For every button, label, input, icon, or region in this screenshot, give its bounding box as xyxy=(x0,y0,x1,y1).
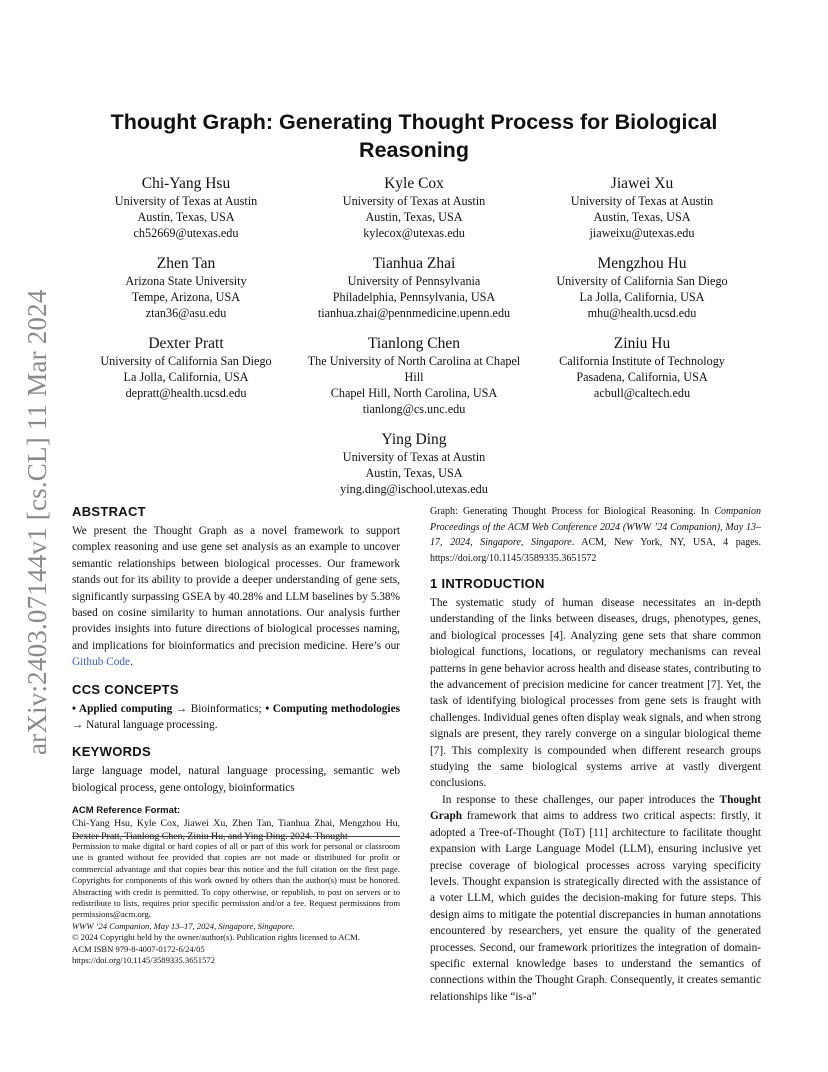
copyright-line: © 2024 Copyright held by the owner/author(s). Publication rights licensed to ACM. xyxy=(72,932,360,943)
ccs-concepts-text xyxy=(72,701,400,734)
author xyxy=(72,174,300,241)
author-block xyxy=(72,174,756,510)
author-affiliation: University of Texas at Austin xyxy=(342,450,486,464)
author-email: ying.ding@ischool.utexas.edu xyxy=(340,482,488,496)
venue-line: WWW ’24 Companion, May 13–17, 2024, Singapore, Singapore. xyxy=(72,920,295,931)
author xyxy=(72,334,300,417)
author-affiliation: University of Texas at Austin xyxy=(114,194,258,208)
author-location: La Jolla, California, USA xyxy=(123,370,249,384)
author-location: Austin, Texas, USA xyxy=(137,210,235,224)
author-email: tianhua.zhai@pennmedicine.upenn.edu xyxy=(317,306,511,320)
author-location: Austin, Texas, USA xyxy=(593,210,691,224)
author xyxy=(300,430,528,497)
author-name: Ziniu Hu xyxy=(613,335,671,352)
author-affiliation: Arizona State University xyxy=(125,274,247,288)
acm-reference-continued xyxy=(430,504,761,566)
author-affiliation: The University of North Carolina at Chapel Hill xyxy=(307,354,521,384)
author-location: Austin, Texas, USA xyxy=(365,466,463,480)
author-name: Jiawei Xu xyxy=(610,175,674,192)
author-email: mhu@health.ucsd.edu xyxy=(587,306,697,320)
author-location: Pasadena, California, USA xyxy=(576,370,708,384)
isbn-line: ACM ISBN 979-8-4007-0172-6/24/05 xyxy=(72,943,205,954)
paper-title: Thought Graph: Generating Thought Process for Biological Reasoning xyxy=(110,110,718,162)
author-email: jiaweixu@utexas.edu xyxy=(589,226,695,240)
ccs-item-2: • Computing methodologies xyxy=(265,702,400,715)
author-row-2 xyxy=(72,254,756,321)
acm-ref-cont-b: . ACM, New York, NY, USA, 4 pages. https://doi.org/10.1145/3589335.3651572 xyxy=(430,537,761,564)
copyright-footnote xyxy=(72,836,400,966)
author-affiliation: University of Pennsylvania xyxy=(347,274,481,288)
keywords-text: large language model, natural language processing, semantic web biological process, gene ontology, bioinformatics xyxy=(72,765,400,794)
author-email: depratt@health.ucsd.edu xyxy=(125,386,247,400)
author xyxy=(300,174,528,241)
author-name: Dexter Pratt xyxy=(148,335,224,352)
acm-reference-heading: ACM Reference Format: xyxy=(72,805,181,817)
author-row-3 xyxy=(72,334,756,417)
acm-reference-text: Chi-Yang Hsu, Kyle Cox, Jiawei Xu, Zhen Tan, Tianhua Zhai, Mengzhou Hu, Dexter Pratt, Tianlong Chen, Ziniu Hu, and Ying Ding. 2024. Thought xyxy=(72,818,400,843)
author-name: Zhen Tan xyxy=(156,255,216,272)
author-name: Mengzhou Hu xyxy=(597,255,687,272)
author-affiliation: California Institute of Technology xyxy=(559,354,725,368)
author xyxy=(300,334,528,417)
author xyxy=(300,254,528,321)
author-name: Chi-Yang Hsu xyxy=(141,175,231,192)
author-affiliation: University of California San Diego xyxy=(100,354,272,368)
author xyxy=(528,254,756,321)
abstract-heading: ABSTRACT xyxy=(72,504,146,519)
author xyxy=(528,174,756,241)
abstract-body: We present the Thought Graph as a novel framework to support complex reasoning and use gene set analysis as an example to uncover semantic relationships between biological processes. Our framework stands out for its ability to provide a deeper understanding of gene sets, significantly surpassing GSEA by 40.28% and LLM baselines by 5.38% based on cosine similarity to human annotations. Our analysis further provides insights into future directions of biological processes naming, and implications for bioinformatics and precision medicine. Here’s our xyxy=(72,525,400,652)
introduction-heading: 1 INTRODUCTION xyxy=(430,576,545,591)
ccs-item-2-rest: → Natural language processing. xyxy=(72,719,218,732)
author-affiliation: University of Texas at Austin xyxy=(342,194,486,208)
author-row-4 xyxy=(72,430,756,497)
keywords-heading: KEYWORDS xyxy=(72,744,151,760)
doi-line: https://doi.org/10.1145/3589335.3651572 xyxy=(72,955,215,966)
author-location: Tempe, Arizona, USA xyxy=(131,290,241,304)
left-column xyxy=(72,504,400,844)
intro-p2-b: framework that aims to address two critical aspects: firstly, it adopted a Tree-of-Thought (ToT) [11] architecture to facilitate thought expansion with Large Language Model (LLM), ensuring inclusive yet precise coverage of biological processes across varying specificity levels. Thought expansion is strategically directed with the assistance of a voter LLM, which guides the decision-making for future steps. This design aims to mitigate the potential discrepancies in human annotations encountered by researchers, yet ensure the quality of the generated processes. Second, our framework prioritizes the integration of domain-specific external knowledge bases to understand the semantics of connections within the Thought Graph. Consequently, it creates semantic relationships like “is-a” xyxy=(430,810,761,1003)
author-location: Austin, Texas, USA xyxy=(365,210,463,224)
author-affiliation: University of California San Diego xyxy=(556,274,728,288)
acm-ref-cont-a: Graph: Generating Thought Process for Biological Reasoning. In xyxy=(430,506,715,517)
permission-notice: Permission to make digital or hard copies of all or part of this work for personal or classroom use is granted without fee provided that copies are not made or distributed for profit or commercial advantage and that copies bear this notice and the full citation on the first page. Copyrights for components of this work owned by others than the author(s) must be honored. Abstracting with credit is permitted. To copy otherwise, or republish, to post on servers or to redistribute to lists, requires prior specific permission and/or a fee. Request permissions from permissions@acm.org. xyxy=(72,841,400,920)
author-affiliation: University of Texas at Austin xyxy=(570,194,714,208)
author-email: ch52669@utexas.edu xyxy=(133,226,239,240)
intro-paragraph-1: The systematic study of human disease necessitates an in-depth understanding of the links between diseases, drugs, phenotypes, genes, and biological processes [4]. Analyzing gene sets that share common biological functions, locations, or regulatory mechanisms can reveal patterns in gene behavior across health and disease states, contributing to the advancement of precision medicine for cancer treatment [7]. Yet, the task of identifying biological processes from gene sets is fraught with challenges. Individual genes often display weak signals, and when strong signals are present, they rarely converge on a singular biological theme [7]. This complexity is compounded when different research groups studying the same biological systems arrive at vastly divergent conclusions. xyxy=(430,597,761,790)
github-code-link[interactable]: Github Code xyxy=(72,656,131,669)
ccs-item-1: • Applied computing xyxy=(72,702,173,715)
author-location: Chapel Hill, North Carolina, USA xyxy=(330,386,498,400)
author xyxy=(72,254,300,321)
intro-p2-a: In response to these challenges, our paper introduces the xyxy=(442,793,720,806)
intro-p2-bold: Thought Graph xyxy=(430,793,761,823)
arxiv-identifier: arXiv:2403.07144v1 [cs.CL] 11 Mar 2024 xyxy=(22,289,52,755)
author-name: Tianlong Chen xyxy=(367,335,460,352)
author-location: Philadelphia, Pennsylvania, USA xyxy=(332,290,496,304)
author-location: La Jolla, California, USA xyxy=(579,290,705,304)
author-row-1 xyxy=(72,174,756,241)
author-email: tianlong@cs.unc.edu xyxy=(362,402,466,416)
author-email: kylecox@utexas.edu xyxy=(363,226,465,240)
ccs-item-1-rest: → Bioinformatics; xyxy=(172,702,266,715)
author xyxy=(528,334,756,417)
acm-ref-cont-italic: Companion Proceedings of the ACM Web Conference 2024 (WWW ’24 Companion), May 13–17, 2024, Singapore, Singapore xyxy=(430,506,761,548)
author-name: Ying Ding xyxy=(381,431,447,448)
right-column xyxy=(430,504,761,1005)
author-name: Kyle Cox xyxy=(384,175,444,192)
author-email: acbull@caltech.edu xyxy=(593,386,691,400)
intro-paragraph-2 xyxy=(430,792,761,1005)
ccs-concepts-heading: CCS CONCEPTS xyxy=(72,681,179,697)
author-email: ztan36@asu.edu xyxy=(145,306,227,320)
abstract-end: . xyxy=(130,656,133,669)
author-name: Tianhua Zhai xyxy=(372,255,456,272)
abstract-text xyxy=(72,523,400,671)
